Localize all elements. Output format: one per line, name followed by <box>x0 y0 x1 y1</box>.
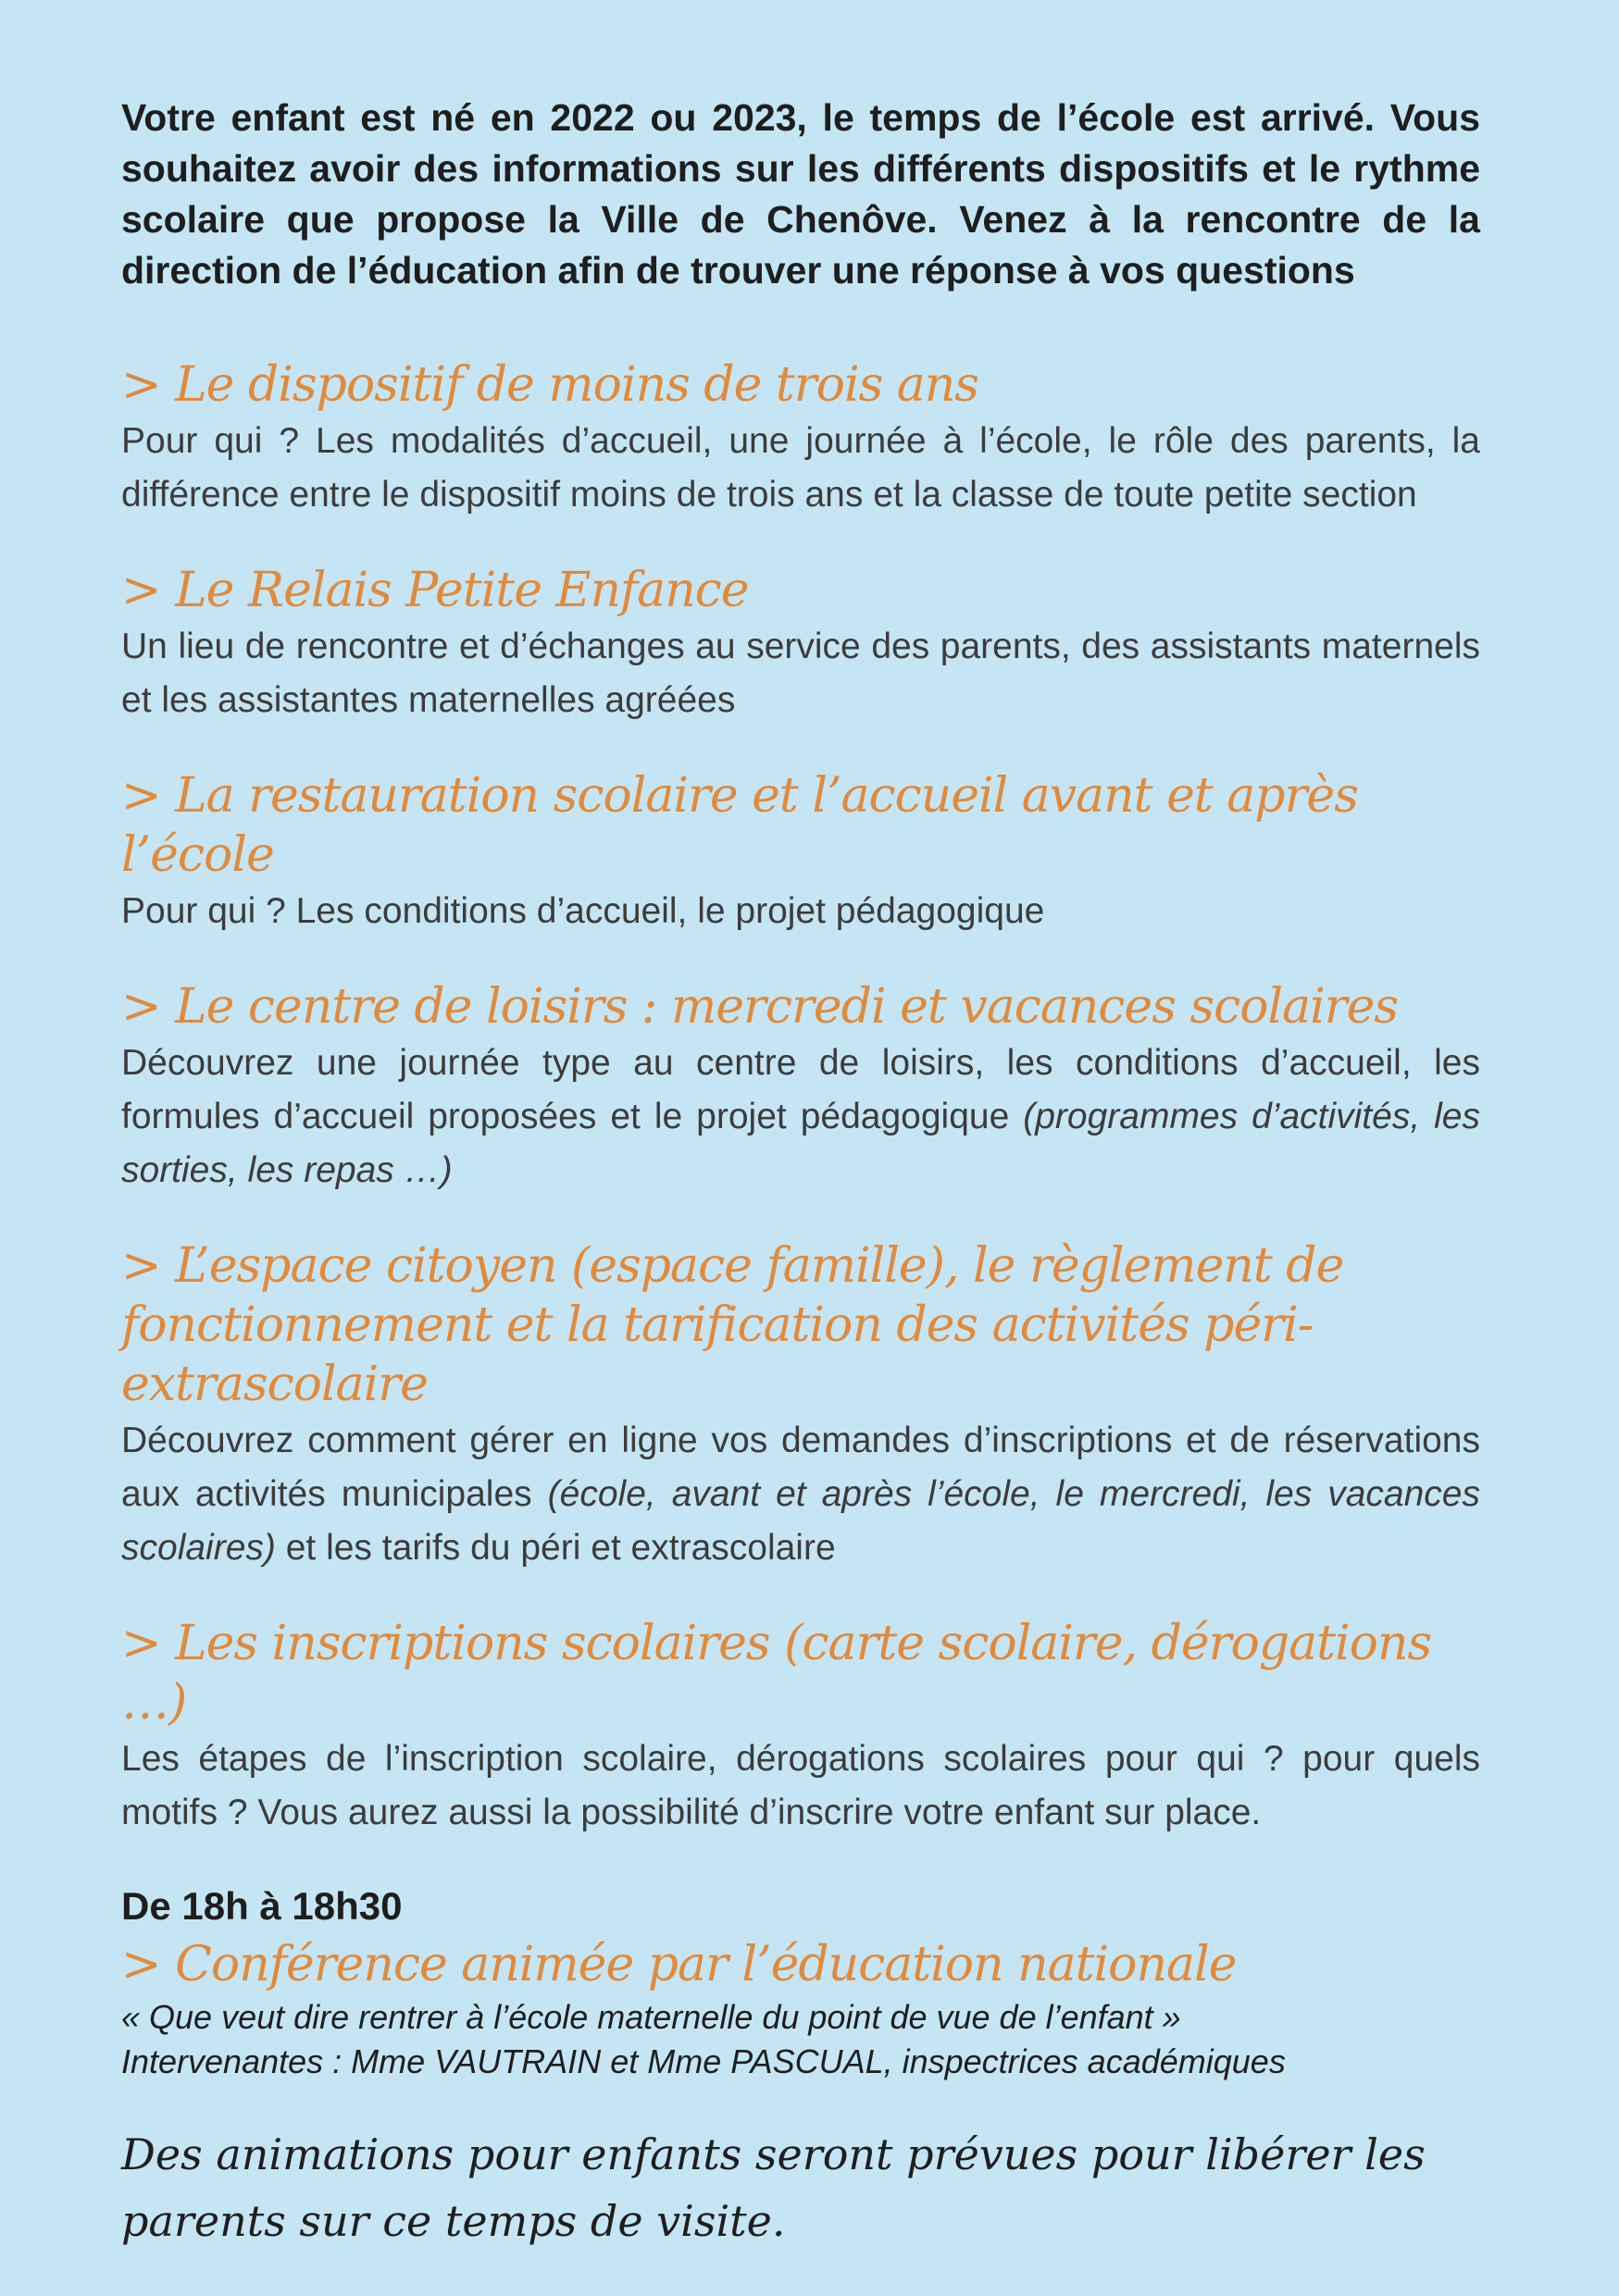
section-heading: > Le dispositif de moins de trois ans <box>121 357 978 413</box>
section-text <box>121 1036 1480 1198</box>
section-heading: > La restauration scolaire et l’accueil avant et après l’école <box>121 768 1358 883</box>
section-heading: > L’espace citoyen (espace famille), le règlement de fonctionnement et la tarification des activités péri-extrascolaire <box>121 1238 1344 1412</box>
conference-speakers: Intervenantes : Mme VAUTRAIN et Mme PASCUAL, inspectrices académiques <box>121 2042 1286 2080</box>
section-text: Pour qui ? Les conditions d’accueil, le projet pédagogique <box>121 891 1045 931</box>
section-restauration-scolaire <box>121 766 1480 938</box>
conference-heading: > Conférence animée par l’éducation nationale <box>121 1937 1237 1992</box>
section-text: Les étapes de l’inscription scolaire, dérogations scolaires pour qui ? pour quels motifs ? Vous aurez aussi la possibilité d’inscrire votre enfant sur place. <box>121 1739 1480 1832</box>
section-heading: > Le Relais Petite Enfance <box>121 563 749 618</box>
section-heading: > Les inscriptions scolaires (carte scolaire, dérogations …) <box>121 1616 1432 1731</box>
section-espace-citoyen <box>121 1236 1480 1575</box>
closing-note: Des animations pour enfants seront prévues pour libérer les parents sur ce temps de visite. <box>121 2129 1426 2246</box>
section-text: Pour qui ? Les modalités d’accueil, une journée à l’école, le rôle des parents, la différence entre le dispositif moins de trois ans et la classe de toute petite section <box>121 421 1480 515</box>
section-centre-de-loisirs <box>121 977 1480 1198</box>
section-text-italic: (école, avant et après l’école, le mercredi, les vacances scolaires) <box>121 1474 1480 1568</box>
document-page <box>121 93 1480 2254</box>
section-inscriptions-scolaires <box>121 1614 1480 1840</box>
intro-paragraph: Votre enfant est né en 2022 ou 2023, le temps de l’école est arrivé. Vous souhaitez avoir des informations sur les différents dispositifs et le rythme scolaire que propose la Ville de Chenôve. Venez à la rencontre de la direction de l’éducation afin de trouver une réponse à vos questions <box>121 96 1480 292</box>
section-text-main: Découvrez comment gérer en ligne vos demandes d’inscriptions et de réservations aux activités municipales <box>121 1421 1480 1514</box>
section-heading: > Le centre de loisirs : mercredi et vacances scolaires <box>121 979 1399 1035</box>
section-text <box>121 1414 1480 1575</box>
section-text-after: et les tarifs du péri et extrascolaire <box>275 1528 836 1568</box>
conference-block <box>121 1879 1480 2084</box>
section-text-italic: (programmes d’activités, les sorties, les repas …) <box>121 1097 1480 1190</box>
section-text: Un lieu de rencontre et d’échanges au service des parents, des assistants maternels et les assistantes maternelles agréées <box>121 627 1480 720</box>
conference-quote: « Que veut dire rentrer à l’école maternelle du point de vue de l’enfant » <box>121 1998 1181 2036</box>
section-text-main: Découvrez une journée type au centre de loisirs, les conditions d’accueil, les formules d’accueil proposées et le projet pédagogique <box>121 1043 1480 1136</box>
section-moins-de-trois-ans <box>121 355 1480 522</box>
conference-time: De 18h à 18h30 <box>121 1884 403 1928</box>
section-relais-petite-enfance <box>121 561 1480 727</box>
